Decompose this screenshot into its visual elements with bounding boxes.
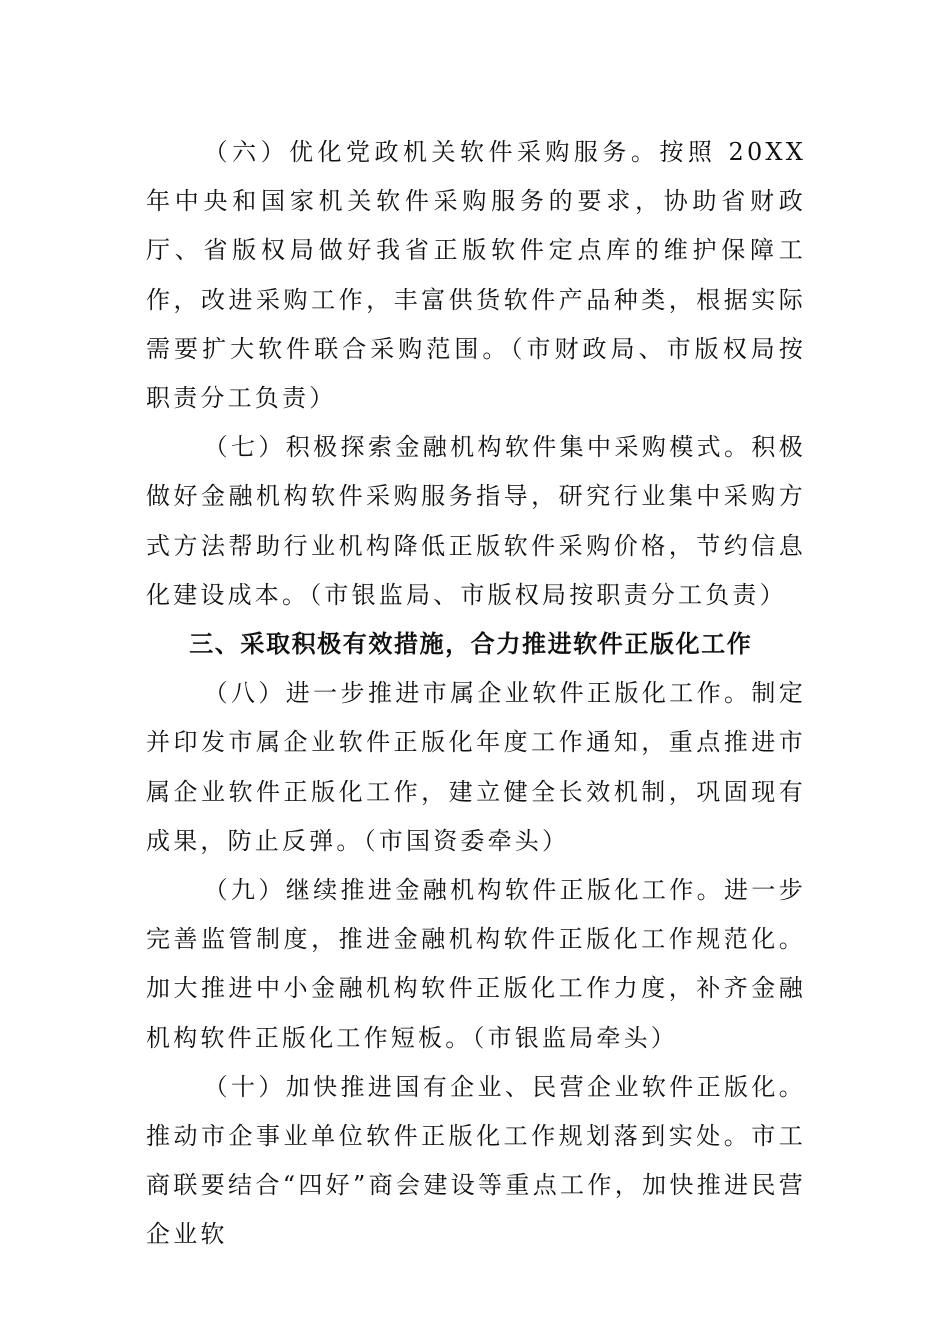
paragraph-9: （九）继续推进金融机构软件正版化工作。进一步完善监管制度，推进金融机构软件正版化工作规范化。加大推进中小金融机构软件正版化工作力度，补齐金融机构软件正版化工作短板。（市银监局牵头） — [146, 876, 806, 1052]
paragraph-8: （八）进一步推进市属企业软件正版化工作。制定并印发市属企业软件正版化年度工作通知，重点推进市属企业软件正版化工作，建立健全长效机制，巩固现有成果，防止反弹。（市国资委牵头） — [146, 679, 806, 855]
paragraph-10: （十）加快推进国有企业、民营企业软件正版化。推动市企事业单位软件正版化工作规划落到实处。市工商联要结合“四好”商会建设等重点工作，加快推进民营企业软 — [146, 1072, 806, 1249]
paragraph-7: （七）积极探索金融机构软件集中采购模式。积极做好金融机构软件采购服务指导，研究行业集中采购方式方法帮助行业机构降低正版软件采购价格，节约信息化建设成本。（市银监局、市版权局按职责分工负责） — [146, 433, 806, 609]
document-body — [146, 128, 806, 1260]
section-heading-3: 三、采取积极有效措施，合力推进软件正版化工作 — [189, 630, 753, 659]
paragraph-6: （六）优化党政机关软件采购服务。按照 20XX 年中央和国家机关软件采购服务的要求，协助省财政厅、省版权局做好我省正版软件定点库的维护保障工作，改进采购工作，丰富供货软件产品种类，根据实际需要扩大软件联合采购范围。（市财政局、市版权局按职责分工负责） — [146, 138, 806, 413]
